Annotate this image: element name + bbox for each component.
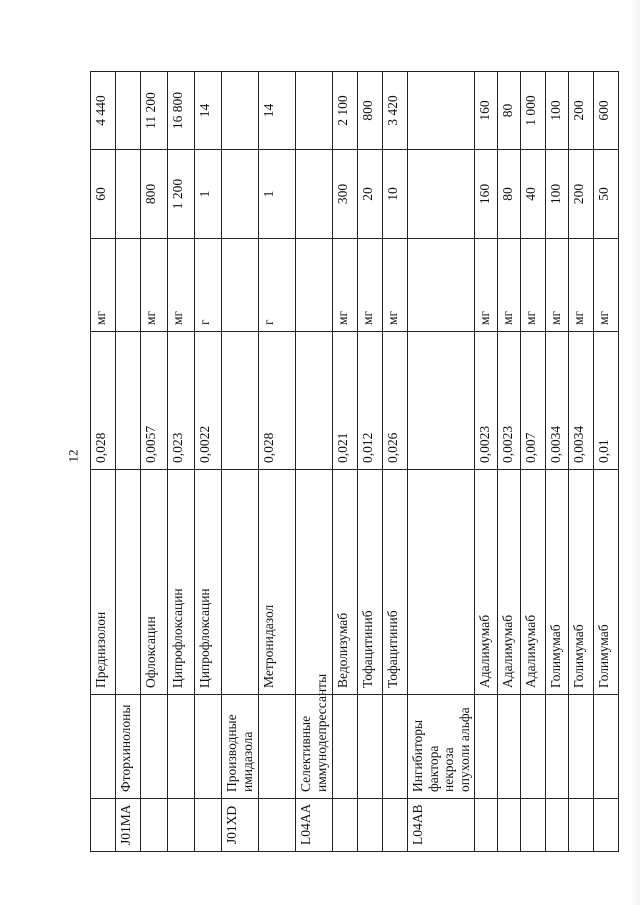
group-cell: Селективные иммунодепрессанты (296, 695, 333, 799)
drug-name-cell: Голимумаб (569, 470, 594, 695)
unit-cell: мг (569, 239, 594, 332)
total-cell (222, 72, 259, 150)
dose-cell: 800 (141, 150, 168, 239)
table-row (594, 72, 619, 852)
unit-cell (296, 239, 333, 332)
table-row (222, 72, 259, 852)
group-cell (259, 695, 296, 799)
unit-cell (116, 239, 141, 332)
dose-cell: 60 (91, 150, 116, 239)
unit-cell: мг (546, 239, 569, 332)
coefficient-cell: 0,012 (358, 332, 383, 470)
atc-code-cell: J01XD (222, 799, 259, 852)
coefficient-cell: 0,0057 (141, 332, 168, 470)
atc-code-cell (358, 799, 383, 852)
dose-cell: 1 (259, 150, 296, 239)
dose-cell (296, 150, 333, 239)
table-row (521, 72, 546, 852)
drug-name-cell: Адалимумаб (498, 470, 521, 695)
group-cell (594, 695, 619, 799)
group-cell (195, 695, 222, 799)
group-cell (546, 695, 569, 799)
atc-code-cell: J01MA (116, 799, 141, 852)
group-cell (498, 695, 521, 799)
atc-code-cell (195, 799, 222, 852)
table-row (168, 72, 195, 852)
drug-name-cell: Тофацитиниб (383, 470, 408, 695)
group-cell (358, 695, 383, 799)
unit-cell: мг (168, 239, 195, 332)
dose-cell: 20 (358, 150, 383, 239)
total-cell: 80 (498, 72, 521, 150)
atc-code-cell (498, 799, 521, 852)
table-row (498, 72, 521, 852)
coefficient-cell: 0,026 (383, 332, 408, 470)
total-cell: 4 440 (91, 72, 116, 150)
group-cell (141, 695, 168, 799)
group-cell (475, 695, 498, 799)
atc-code-cell (569, 799, 594, 852)
table-row (358, 72, 383, 852)
drug-name-cell: Голимумаб (546, 470, 569, 695)
coefficient-cell: 0,0034 (546, 332, 569, 470)
dose-cell: 40 (521, 150, 546, 239)
drug-name-cell: Ципрофлоксацин (195, 470, 222, 695)
drug-name-cell: Тофацитиниб (358, 470, 383, 695)
total-cell (116, 72, 141, 150)
unit-cell: мг (383, 239, 408, 332)
total-cell: 200 (569, 72, 594, 150)
table-row (141, 72, 168, 852)
drug-name-cell: Преднизолон (91, 470, 116, 695)
unit-cell: мг (91, 239, 116, 332)
dose-cell: 200 (569, 150, 594, 239)
atc-code-cell (168, 799, 195, 852)
total-cell: 14 (195, 72, 222, 150)
dose-cell: 50 (594, 150, 619, 239)
total-cell (408, 72, 475, 150)
rotated-table-wrapper (90, 72, 612, 852)
unit-cell: мг (521, 239, 546, 332)
total-cell: 2 100 (333, 72, 358, 150)
coefficient-cell: 0,007 (521, 332, 546, 470)
table-row (475, 72, 498, 852)
group-cell: Ингибиторы фактора некроза опухоли альфа (408, 695, 475, 799)
group-cell (333, 695, 358, 799)
drug-name-cell (222, 470, 259, 695)
total-cell: 600 (594, 72, 619, 150)
drug-table (90, 71, 619, 852)
dose-cell: 160 (475, 150, 498, 239)
drug-name-cell (296, 470, 333, 695)
unit-cell: мг (141, 239, 168, 332)
table-row (569, 72, 594, 852)
group-cell (91, 695, 116, 799)
drug-name-cell: Адалимумаб (521, 470, 546, 695)
atc-code-cell (521, 799, 546, 852)
atc-code-cell (141, 799, 168, 852)
coefficient-cell: 0,028 (91, 332, 116, 470)
drug-name-cell: Ципрофлоксацин (168, 470, 195, 695)
total-cell: 11 200 (141, 72, 168, 150)
group-cell (168, 695, 195, 799)
coefficient-cell: 0,0023 (475, 332, 498, 470)
unit-cell: мг (358, 239, 383, 332)
drug-name-cell (116, 470, 141, 695)
total-cell: 100 (546, 72, 569, 150)
dose-cell: 300 (333, 150, 358, 239)
total-cell (296, 72, 333, 150)
dose-cell (116, 150, 141, 239)
drug-name-cell: Голимумаб (594, 470, 619, 695)
table-row (195, 72, 222, 852)
drug-name-cell (408, 470, 475, 695)
atc-code-cell (259, 799, 296, 852)
coefficient-cell: 0,028 (259, 332, 296, 470)
drug-name-cell: Метронидазол (259, 470, 296, 695)
dose-cell: 1 (195, 150, 222, 239)
total-cell: 160 (475, 72, 498, 150)
unit-cell: мг (498, 239, 521, 332)
total-cell: 3 420 (383, 72, 408, 150)
atc-code-cell (594, 799, 619, 852)
coefficient-cell (408, 332, 475, 470)
unit-cell: г (195, 239, 222, 332)
coefficient-cell: 0,0023 (498, 332, 521, 470)
table-row (333, 72, 358, 852)
atc-code-cell (475, 799, 498, 852)
unit-cell: г (259, 239, 296, 332)
atc-code-cell: L04AB (408, 799, 475, 852)
group-cell (383, 695, 408, 799)
coefficient-cell: 0,01 (594, 332, 619, 470)
table-row (296, 72, 333, 852)
unit-cell: мг (475, 239, 498, 332)
coefficient-cell: 0,021 (333, 332, 358, 470)
unit-cell (408, 239, 475, 332)
drug-name-cell: Ведолизумаб (333, 470, 358, 695)
dose-cell (408, 150, 475, 239)
coefficient-cell: 0,023 (168, 332, 195, 470)
atc-code-cell (91, 799, 116, 852)
coefficient-cell: 0,0022 (195, 332, 222, 470)
total-cell: 800 (358, 72, 383, 150)
scan-edge (630, 0, 640, 905)
drug-name-cell: Офлоксацин (141, 470, 168, 695)
table-row (116, 72, 141, 852)
page-number (66, 448, 80, 464)
unit-cell: мг (333, 239, 358, 332)
group-cell: Фторхинолоны (116, 695, 141, 799)
dose-cell: 100 (546, 150, 569, 239)
table-row (546, 72, 569, 852)
total-cell: 14 (259, 72, 296, 150)
unit-cell: мг (594, 239, 619, 332)
page-number-text: 12 (65, 449, 80, 463)
dose-cell: 1 200 (168, 150, 195, 239)
table-row (259, 72, 296, 852)
coefficient-cell (116, 332, 141, 470)
atc-code-cell (546, 799, 569, 852)
group-cell (569, 695, 594, 799)
coefficient-cell (222, 332, 259, 470)
atc-code-cell (383, 799, 408, 852)
unit-cell (222, 239, 259, 332)
dose-cell (222, 150, 259, 239)
table-body (91, 72, 619, 852)
table-row (408, 72, 475, 852)
atc-code-cell (333, 799, 358, 852)
table-row (383, 72, 408, 852)
drug-name-cell: Адалимумаб (475, 470, 498, 695)
dose-cell: 10 (383, 150, 408, 239)
total-cell: 16 800 (168, 72, 195, 150)
group-cell: Производные имидазола (222, 695, 259, 799)
group-cell (521, 695, 546, 799)
coefficient-cell (296, 332, 333, 470)
coefficient-cell: 0,0034 (569, 332, 594, 470)
table-row (91, 72, 116, 852)
total-cell: 1 000 (521, 72, 546, 150)
atc-code-cell: L04AA (296, 799, 333, 852)
table-frame (90, 72, 612, 852)
dose-cell: 80 (498, 150, 521, 239)
